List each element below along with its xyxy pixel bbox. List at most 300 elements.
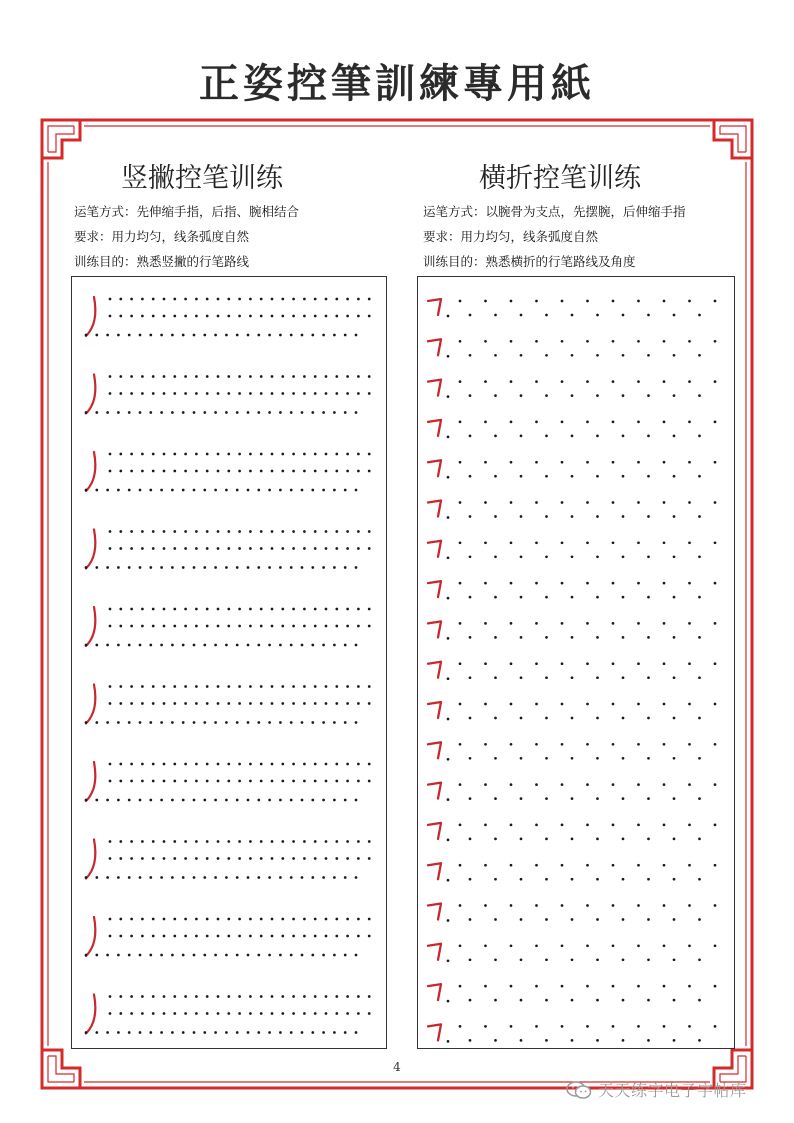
sample-stroke [86, 840, 95, 879]
guide-dot [149, 334, 152, 337]
guide-dot [714, 340, 717, 343]
sample-stroke [428, 702, 441, 718]
guide-dot [545, 676, 548, 679]
practice-row [428, 783, 716, 801]
guide-dot [149, 876, 152, 879]
guide-dot [152, 453, 155, 456]
guide-dot [714, 783, 717, 786]
guide-dot [314, 935, 317, 938]
guide-dot [247, 411, 250, 414]
guide-dot [335, 375, 338, 378]
guide-dot [171, 1031, 174, 1034]
watermark-text: 天天练字电子字帖库 [598, 1081, 747, 1100]
guide-dot [139, 876, 142, 879]
guide-dot [520, 1039, 523, 1042]
guide-dot [535, 501, 538, 504]
guide-dot [494, 878, 497, 881]
guide-dot [225, 876, 228, 879]
guide-dot [206, 625, 209, 628]
guide-dot [688, 501, 691, 504]
guide-dot [130, 470, 133, 473]
guide-dot [260, 547, 263, 550]
guide-dot [182, 721, 185, 724]
guide-dot [152, 392, 155, 395]
guide-dot [271, 625, 274, 628]
guide-dot [206, 780, 209, 783]
guide-dot [561, 541, 564, 544]
guide-dot [193, 876, 196, 879]
guide-dot [561, 864, 564, 867]
guide-dot [535, 541, 538, 544]
guide-dot [173, 840, 176, 843]
guide-dot [184, 857, 187, 860]
guide-dot [311, 1031, 314, 1034]
guide-dot [85, 1031, 88, 1034]
sample-stroke [86, 917, 95, 956]
guide-dot [160, 721, 163, 724]
guide-dot [596, 636, 599, 639]
guide-dot [714, 944, 717, 947]
guide-dot [225, 799, 228, 802]
guide-dot [203, 1031, 206, 1034]
page-title: 正姿控筆訓練專用紙 [199, 60, 595, 107]
guide-dot [535, 783, 538, 786]
guide-dot [109, 918, 112, 921]
guide-dot [520, 394, 523, 397]
guide-dot [510, 662, 513, 665]
guide-dot [346, 608, 349, 611]
guide-dot [459, 380, 462, 383]
guide-dot [571, 878, 574, 881]
guide-dot [117, 721, 120, 724]
guide-dot [663, 743, 666, 746]
guide-dot [637, 904, 640, 907]
guide-dot [357, 530, 360, 533]
guide-dot [217, 315, 220, 318]
guide-dot [344, 721, 347, 724]
guide-dot [494, 999, 497, 1002]
guide-dot [357, 857, 360, 860]
guide-dot [119, 995, 122, 998]
guide-dot [637, 985, 640, 988]
guide-dot [561, 944, 564, 947]
guide-dot [484, 904, 487, 907]
guide-dot [447, 959, 450, 962]
guide-dot [586, 824, 589, 827]
guide-dot [545, 999, 548, 1002]
guide-dot [673, 999, 676, 1002]
guide-dot [344, 799, 347, 802]
practice-row [85, 607, 371, 646]
guide-dot [545, 475, 548, 478]
guide-dot [227, 1012, 230, 1015]
guide-dot [184, 1012, 187, 1015]
guide-dot [459, 622, 462, 625]
guide-dot [106, 644, 109, 647]
guide-dot [494, 757, 497, 760]
guide-dot [357, 298, 360, 301]
guide-dot [663, 783, 666, 786]
guide-dot [281, 547, 284, 550]
guide-dot [647, 314, 650, 317]
guide-dot [260, 918, 263, 921]
guide-dot [346, 857, 349, 860]
guide-dot [335, 315, 338, 318]
guide-dot [257, 1031, 260, 1034]
guide-dot [117, 954, 120, 957]
guide-dot [647, 676, 650, 679]
guide-dot [622, 838, 625, 841]
guide-dot [152, 530, 155, 533]
practice-row [85, 297, 371, 336]
guide-dot [535, 944, 538, 947]
guide-dot [368, 315, 371, 318]
guide-dot [368, 918, 371, 921]
guide-dot [281, 702, 284, 705]
guide-dot [698, 636, 701, 639]
guide-dot [163, 453, 166, 456]
guide-dot [714, 501, 717, 504]
guide-dot [225, 721, 228, 724]
guide-dot [447, 839, 450, 842]
guide-dot [268, 566, 271, 569]
guide-dot [447, 315, 450, 318]
right-practice-grid [417, 276, 735, 1049]
guide-dot [238, 392, 241, 395]
guide-dot [335, 685, 338, 688]
guide-dot [217, 392, 220, 395]
sample-stroke [428, 460, 441, 476]
guide-dot [333, 1031, 336, 1034]
guide-dot [303, 547, 306, 550]
guide-dot [535, 662, 538, 665]
guide-dot [335, 298, 338, 301]
guide-dot [184, 315, 187, 318]
guide-dot [227, 625, 230, 628]
guide-dot [314, 315, 317, 318]
guide-dot [622, 354, 625, 357]
guide-dot [173, 470, 176, 473]
guide-dot [217, 608, 220, 611]
guide-dot [106, 411, 109, 414]
guide-dot [141, 763, 144, 766]
guide-dot [171, 411, 174, 414]
guide-dot [249, 995, 252, 998]
guide-dot [173, 530, 176, 533]
guide-dot [647, 958, 650, 961]
guide-dot [109, 780, 112, 783]
guide-dot [130, 530, 133, 533]
guide-dot [647, 797, 650, 800]
guide-dot [333, 644, 336, 647]
guide-dot [596, 596, 599, 599]
guide-dot [292, 530, 295, 533]
left-heading: 竖撇控笔训练 [121, 163, 283, 194]
guide-dot [214, 411, 217, 414]
practice-row [85, 995, 371, 1034]
guide-dot [260, 315, 263, 318]
guide-dot [355, 876, 358, 879]
guide-dot [119, 625, 122, 628]
guide-dot [281, 608, 284, 611]
guide-dot [622, 475, 625, 478]
guide-dot [292, 470, 295, 473]
guide-dot [271, 935, 274, 938]
guide-dot [281, 763, 284, 766]
guide-dot [714, 582, 717, 585]
guide-dot [688, 662, 691, 665]
guide-dot [346, 375, 349, 378]
guide-dot [484, 944, 487, 947]
guide-dot [236, 799, 239, 802]
guide-dot [281, 780, 284, 783]
guide-dot [139, 721, 142, 724]
guide-dot [535, 622, 538, 625]
guide-dot [279, 799, 282, 802]
guide-dot [469, 958, 472, 961]
guide-dot [141, 857, 144, 860]
guide-dot [281, 392, 284, 395]
guide-dot [236, 1031, 239, 1034]
guide-dot [698, 1039, 701, 1042]
guide-dot [268, 876, 271, 879]
sample-stroke [428, 823, 441, 839]
guide-dot [663, 1025, 666, 1028]
guide-dot [322, 799, 325, 802]
guide-dot [238, 995, 241, 998]
guide-dot [673, 314, 676, 317]
guide-dot [206, 530, 209, 533]
guide-dot [281, 995, 284, 998]
guide-dot [130, 453, 133, 456]
sample-stroke [428, 944, 441, 960]
guide-dot [152, 298, 155, 301]
guide-dot [152, 470, 155, 473]
guide-dot [368, 935, 371, 938]
practice-row [428, 823, 716, 841]
guide-dot [206, 392, 209, 395]
right-heading: 横折控笔训练 [479, 163, 641, 194]
guide-dot [714, 824, 717, 827]
guide-dot [292, 702, 295, 705]
guide-dot [236, 644, 239, 647]
guide-dot [184, 625, 187, 628]
guide-dot [206, 763, 209, 766]
guide-dot [510, 340, 513, 343]
guide-dot [698, 999, 701, 1002]
guide-dot [303, 392, 306, 395]
guide-dot [561, 985, 564, 988]
guide-dot [236, 411, 239, 414]
guide-dot [484, 380, 487, 383]
guide-dot [469, 636, 472, 639]
guide-dot [357, 625, 360, 628]
guide-dot [494, 354, 497, 357]
guide-dot [225, 1031, 228, 1034]
guide-dot [193, 721, 196, 724]
sample-stroke [428, 541, 441, 557]
guide-dot [85, 644, 88, 647]
guide-dot [238, 547, 241, 550]
guide-dot [182, 334, 185, 337]
guide-dot [698, 354, 701, 357]
guide-dot [184, 935, 187, 938]
guide-dot [163, 995, 166, 998]
guide-dot [279, 644, 282, 647]
guide-dot [193, 644, 196, 647]
guide-dot [357, 702, 360, 705]
guide-dot [260, 375, 263, 378]
guide-dot [217, 625, 220, 628]
guide-dot [249, 625, 252, 628]
guide-dot [217, 918, 220, 921]
guide-dot [484, 421, 487, 424]
guide-dot [227, 935, 230, 938]
guide-dot [281, 685, 284, 688]
guide-dot [217, 530, 220, 533]
guide-dot [281, 375, 284, 378]
guide-dot [622, 797, 625, 800]
guide-dot [596, 394, 599, 397]
guide-dot [545, 958, 548, 961]
guide-dot [368, 375, 371, 378]
guide-dot [141, 453, 144, 456]
guide-dot [236, 489, 239, 492]
guide-dot [355, 411, 358, 414]
guide-dot [612, 985, 615, 988]
guide-dot [184, 608, 187, 611]
guide-dot [238, 685, 241, 688]
guide-dot [484, 703, 487, 706]
sample-stroke [428, 863, 441, 879]
guide-dot [311, 799, 314, 802]
guide-dot [109, 547, 112, 550]
guide-dot [260, 702, 263, 705]
practice-row [85, 762, 371, 801]
guide-dot [314, 840, 317, 843]
guide-dot [260, 530, 263, 533]
guide-dot [195, 547, 198, 550]
practice-row [428, 501, 716, 519]
guide-dot [290, 876, 293, 879]
guide-dot [130, 995, 133, 998]
guide-dot [95, 411, 98, 414]
guide-dot [249, 780, 252, 783]
guide-dot [571, 435, 574, 438]
guide-dot [163, 780, 166, 783]
guide-dot [447, 516, 450, 519]
guide-dot [447, 758, 450, 761]
guide-dot [494, 314, 497, 317]
guide-dot [217, 702, 220, 705]
guide-dot [303, 780, 306, 783]
guide-dot [663, 421, 666, 424]
guide-dot [346, 685, 349, 688]
right-practice-svg [418, 277, 734, 1048]
guide-dot [447, 1000, 450, 1003]
guide-dot [647, 394, 650, 397]
guide-dot [249, 857, 252, 860]
guide-dot [561, 501, 564, 504]
guide-dot [163, 298, 166, 301]
guide-dot [195, 918, 198, 921]
practice-row [428, 460, 716, 478]
guide-dot [698, 596, 701, 599]
guide-dot [688, 985, 691, 988]
guide-dot [510, 743, 513, 746]
guide-dot [247, 876, 250, 879]
guide-dot [249, 392, 252, 395]
guide-dot [249, 315, 252, 318]
guide-dot [469, 515, 472, 518]
guide-dot [325, 995, 328, 998]
guide-dot [193, 411, 196, 414]
guide-dot [130, 780, 133, 783]
practice-row [428, 420, 716, 438]
guide-dot [357, 392, 360, 395]
guide-dot [368, 470, 371, 473]
guide-dot [195, 1012, 198, 1015]
guide-dot [195, 685, 198, 688]
guide-dot [173, 702, 176, 705]
guide-dot [535, 743, 538, 746]
guide-dot [586, 703, 589, 706]
guide-dot [163, 763, 166, 766]
guide-dot [203, 876, 206, 879]
guide-dot [535, 582, 538, 585]
guide-dot [637, 783, 640, 786]
guide-dot [292, 315, 295, 318]
guide-dot [106, 721, 109, 724]
guide-dot [459, 461, 462, 464]
guide-dot [152, 625, 155, 628]
guide-dot [203, 334, 206, 337]
guide-dot [561, 703, 564, 706]
guide-dot [688, 743, 691, 746]
guide-dot [325, 1012, 328, 1015]
guide-dot [596, 717, 599, 720]
guide-dot [357, 608, 360, 611]
practice-row [428, 904, 716, 922]
guide-dot [520, 435, 523, 438]
guide-dot [247, 566, 250, 569]
guide-dot [139, 644, 142, 647]
guide-dot [459, 662, 462, 665]
guide-dot [227, 530, 230, 533]
guide-dot [688, 582, 691, 585]
guide-dot [510, 944, 513, 947]
guide-dot [95, 489, 98, 492]
guide-dot [469, 878, 472, 881]
practice-row [428, 581, 716, 599]
guide-dot [484, 1025, 487, 1028]
guide-dot [139, 799, 142, 802]
guide-dot [586, 380, 589, 383]
guide-dot [346, 547, 349, 550]
guide-dot [469, 435, 472, 438]
guide-dot [637, 300, 640, 303]
guide-dot [281, 470, 284, 473]
guide-dot [95, 799, 98, 802]
guide-dot [357, 470, 360, 473]
guide-dot [612, 461, 615, 464]
guide-dot [698, 475, 701, 478]
guide-dot [109, 530, 112, 533]
guide-dot [160, 489, 163, 492]
guide-dot [171, 876, 174, 879]
guide-dot [119, 857, 122, 860]
guide-dot [268, 721, 271, 724]
